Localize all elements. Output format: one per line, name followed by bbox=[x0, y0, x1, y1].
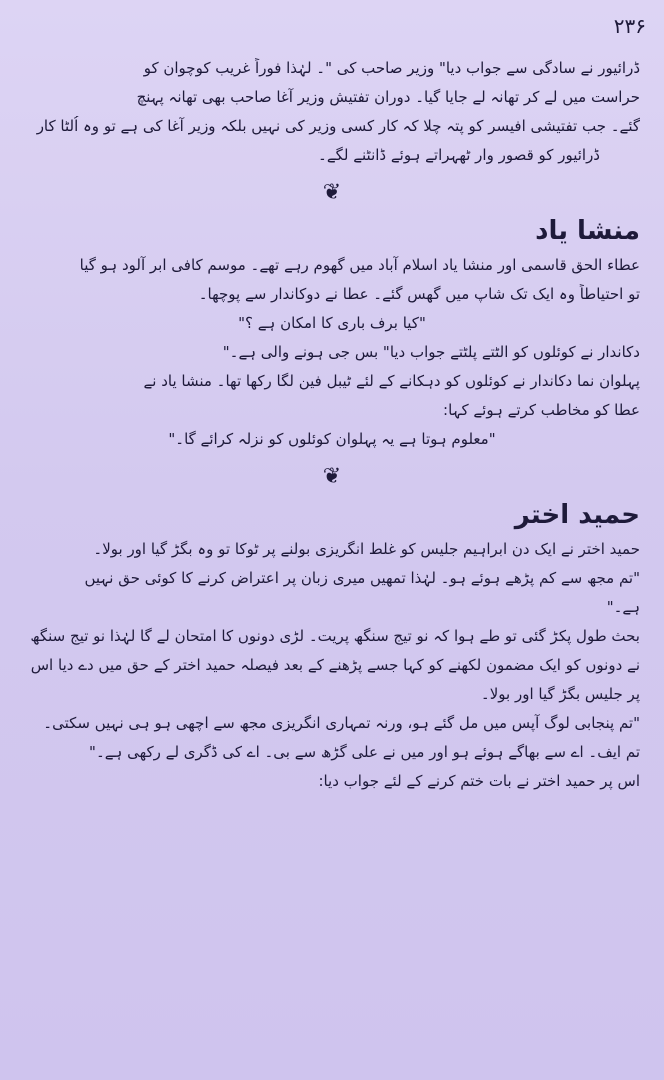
text-line: نے دونوں کو ایک مضمون لکھنے کو کہا جسے پڑھنے کے بعد فیصلہ حمید اختر کے حق میں دے دیا اس bbox=[30, 656, 640, 674]
ornament-icon: ❦ bbox=[322, 180, 342, 205]
text-line: "تم مجھ سے کم پڑھے ہوئے ہو۔ لہٰذا تمھیں میری زبان پر اعتراض کرنے کا کوئی حق نہیں bbox=[84, 569, 640, 587]
text-line: تم ایف۔ اے سے بھاگے ہوئے ہو اور میں نے علی گڑھ سے بی۔ اے کی ڈگری لے رکھی ہے۔" bbox=[89, 743, 640, 761]
quote-line: "کیا برف باری کا امکان ہے ؟" bbox=[238, 314, 426, 332]
text-line: حراست میں لے کر تھانہ لے جایا گیا۔ دوران تفتیش وزیر آغا صاحب بھی تھانہ پہنچ bbox=[136, 88, 640, 106]
text-line: "تم پنجابی لوگ آپس میں مل گئے ہو، ورنہ تمہاری انگریزی مجھ سے اچھی ہو ہی نہیں سکتی۔ bbox=[43, 714, 640, 732]
quote-line: "معلوم ہوتا ہے یہ پہلوان کوئلوں کو نزلہ کرائے گا۔" bbox=[168, 430, 496, 448]
text-line: پر جلیس بگڑ گیا اور بولا۔ bbox=[480, 685, 640, 703]
section-hameed-akhtar bbox=[24, 464, 640, 792]
text-line: دکاندار نے کوئلوں کو الٹتے پلٹتے جواب دیا" بس جی ہونے والی ہے۔" bbox=[222, 343, 640, 361]
section-heading: منشا یاد bbox=[535, 216, 640, 246]
section-mansha-yaad bbox=[24, 180, 640, 450]
ornament-icon: ❦ bbox=[322, 464, 342, 489]
text-line: ہے۔" bbox=[606, 598, 640, 616]
text-line: گئے۔ جب تفتیشی افیسر کو پتہ چلا کہ کار کسی وزیر کی نہیں بلکہ وزیر آغا کی ہے تو وہ اُلٹا کار bbox=[36, 117, 640, 135]
intro-paragraph bbox=[24, 58, 640, 166]
text-line: تو احتیاطاً وہ ایک تک شاپ میں گھس گئے۔ عطا نے دوکاندار سے پوچھا۔ bbox=[198, 285, 640, 303]
text-line: عطا کو مخاطب کرتے ہوئے کہا: bbox=[443, 401, 640, 419]
page-content bbox=[24, 58, 640, 806]
page-number: ۲۳۶ bbox=[613, 14, 646, 38]
text-line: حمید اختر نے ایک دن ابراہیم جلیس کو غلط انگریزی بولنے پر ٹوکا تو وہ بگڑ گیا اور بولا۔ bbox=[93, 540, 640, 558]
text-line: عطاء الحق قاسمی اور منشا یاد اسلام آباد میں گھوم رہے تھے۔ موسم کافی ابر آلود ہو گیا bbox=[79, 256, 640, 274]
text-line: ڈرائیور نے سادگی سے جواب دیا" وزیر صاحب کی "۔ لہٰذا فوراً غریب کوچوان کو bbox=[143, 59, 640, 77]
section-heading: حمید اختر bbox=[514, 500, 640, 530]
text-line: بحث طول پکڑ گئی تو طے ہوا کہ نو تیج سنگھ پریت۔ لڑی دونوں کا امتحان لے گا لہٰذا نو تیج سنگھ bbox=[30, 627, 640, 645]
text-line: پہلوان نما دکاندار نے کوئلوں کو دہکانے کے لئے ٹیبل فین لگا رکھا تھا۔ منشا یاد نے bbox=[143, 372, 640, 390]
text-line: ڈرائیور کو قصور وار ٹھہراتے ہوئے ڈانٹنے لگے۔ bbox=[318, 146, 600, 164]
text-line: اس پر حمید اختر نے بات ختم کرنے کے لئے جواب دیا: bbox=[318, 772, 640, 790]
